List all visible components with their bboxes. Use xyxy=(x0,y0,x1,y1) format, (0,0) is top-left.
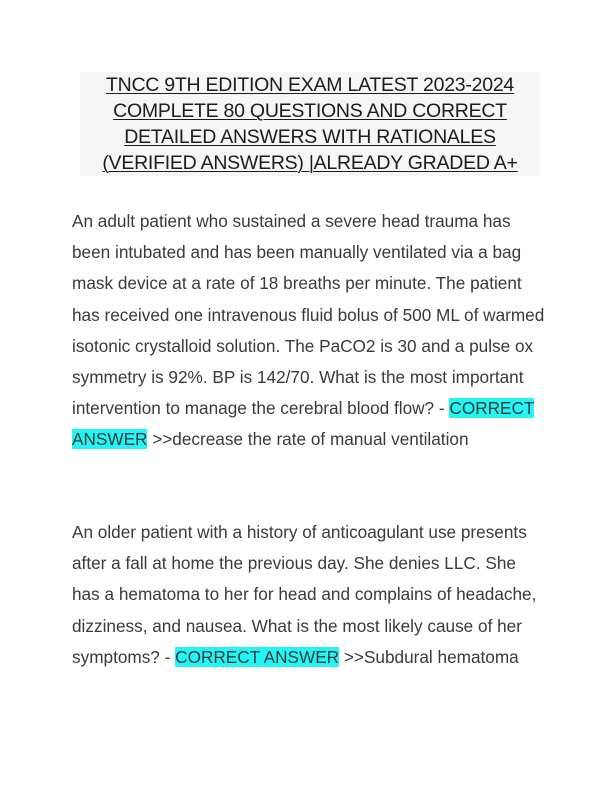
question-block-2 xyxy=(72,517,547,673)
title-line-1: TNCC 9TH EDITION EXAM LATEST 2023-2024 xyxy=(105,74,515,96)
answer-text: >>Subdural hematoma xyxy=(343,646,519,667)
answer-text: >>decrease the rate of manual ventilation xyxy=(152,429,469,450)
question-text: An adult patient who sustained a severe head trauma has been intubated and has been manually ventilated via a bag mask device at a rate of 18 breaths per minute. The patient has received one intravenous fluid bolus of 500 ML of warmed isotonic crystalloid solution. The PaCO2 is 30 and a pulse ox symmetry is 92%. BP is 142/70. What is the most important intervention to manage the cerebral blood flow? - xyxy=(72,211,545,419)
question-text: An older patient with a history of anticoagulant use presents after a fall at home the previous day. She denies LLC. She has a hematoma to her for head and complains of headache, dizziness, and nausea. What is the most likely cause of her symptoms? - xyxy=(72,522,537,667)
question-block-1 xyxy=(72,206,547,456)
correct-answer-label: CORRECT ANSWER xyxy=(175,646,340,667)
correct-answer-label: CORRECT ANSWER xyxy=(72,398,535,450)
title-line-4: (VERIFIED ANSWERS) |ALREADY GRADED A+ xyxy=(102,152,518,174)
title-line-2: COMPLETE 80 QUESTIONS AND CORRECT xyxy=(113,100,507,122)
document-title xyxy=(80,72,540,176)
title-line-3: DETAILED ANSWERS WITH RATIONALES xyxy=(124,126,496,148)
